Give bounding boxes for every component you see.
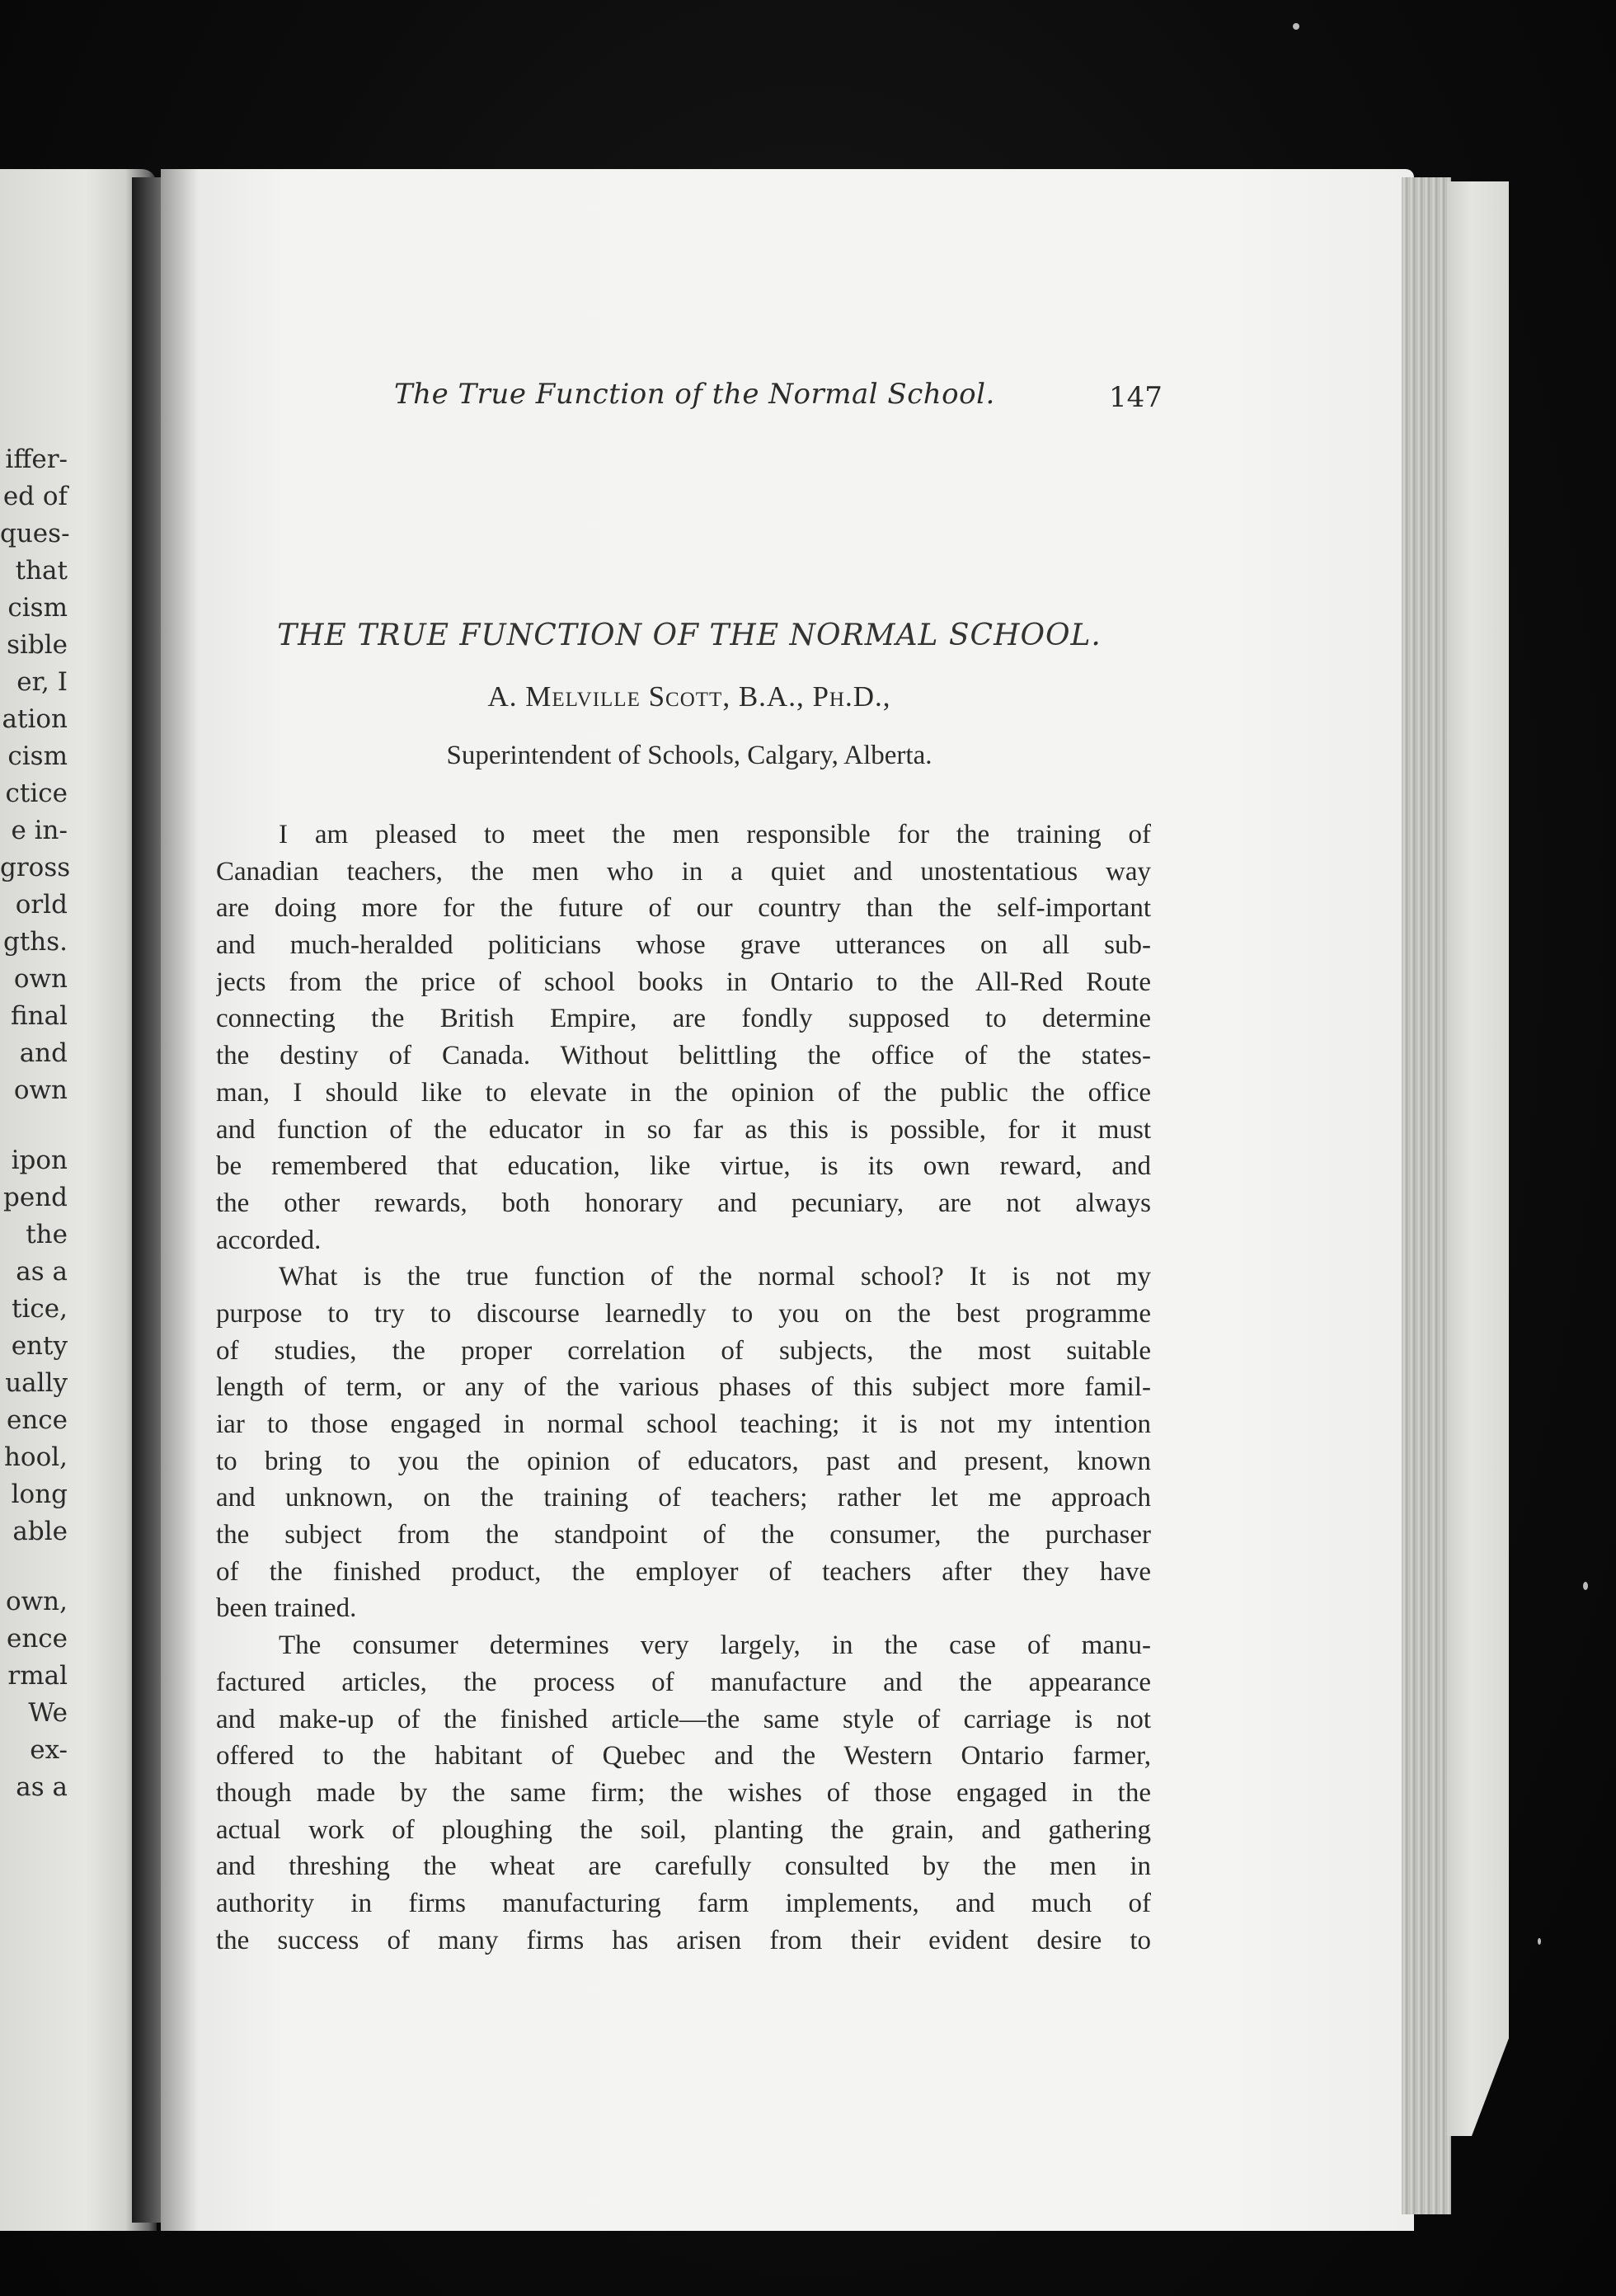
body-line: purpose to try to discourse learnedly to you on the best programme [216, 1298, 1151, 1329]
previous-page-line: ation [2, 704, 68, 734]
previous-page-line: cism [7, 741, 68, 771]
previous-page-line: e in- [11, 816, 68, 845]
body-line: be remembered that education, like virtue, is its own reward, and [216, 1151, 1151, 1182]
body-line: accorded. [216, 1225, 322, 1255]
previous-page-line: ence [6, 1624, 68, 1654]
body-line: of studies, the proper correlation of subjects, the most suitable [216, 1335, 1151, 1366]
body-line: and make-up of the finished article—the same style of carriage is not [216, 1704, 1151, 1734]
author-affiliation: Superintendent of Schools, Calgary, Alberta. [446, 741, 932, 770]
body-line: What is the true function of the normal school? It is not my [279, 1262, 1151, 1292]
body-line: to bring to you the opinion of educators, past and present, known [216, 1446, 1151, 1476]
previous-page-line: as a [16, 1772, 68, 1802]
previous-page-line: the [26, 1220, 68, 1249]
previous-page-line: ence [6, 1405, 68, 1435]
body-line: though made by the same firm; the wishes of those engaged in the [216, 1777, 1151, 1808]
body-text [216, 816, 1151, 1959]
running-head: The True Function of the Normal School. [394, 378, 995, 411]
body-line: length of term, or any of the various phases of this subject more famil- [216, 1372, 1151, 1403]
previous-page-line: iffer- [5, 445, 68, 474]
body-line: actual work of ploughing the soil, planting the grain, and gathering [216, 1814, 1151, 1845]
author-byline: A. Melville Scott, B.A., Ph.D., [487, 680, 891, 713]
previous-page-line: own [13, 1075, 68, 1105]
previous-page-line: rmal [7, 1661, 68, 1691]
body-line: iar to those engaged in normal school teaching; it is not my intention [216, 1409, 1151, 1439]
body-line: and threshing the wheat are carefully consulted by the men in [216, 1851, 1151, 1882]
previous-page-line: enty [11, 1331, 68, 1361]
body-line: authority in firms manufacturing farm implements, and much of [216, 1888, 1151, 1918]
page-edges [1402, 177, 1451, 2214]
previous-page-line: ctice [5, 779, 68, 808]
body-line: Canadian teachers, the men who in a quiet and unostentatious way [216, 856, 1151, 887]
body-line: I am pleased to meet the men responsible for the training of [279, 820, 1151, 849]
previous-page-line: as a [16, 1257, 68, 1287]
body-line: and unknown, on the training of teachers; rather let me approach [216, 1483, 1151, 1513]
previous-page-line: ipon [11, 1146, 68, 1175]
previous-page-line: sible [7, 630, 68, 660]
article-title: THE TRUE FUNCTION OF THE NORMAL SCHOOL. [277, 619, 1102, 652]
flyleaf [1447, 181, 1509, 2136]
previous-page-line: orld [15, 890, 68, 920]
body-line: the subject from the standpoint of the consumer, the purchaser [216, 1520, 1151, 1550]
body-line: offered to the habitant of Quebec and the Western Ontario farmer, [216, 1741, 1151, 1771]
dust-speck [1538, 1938, 1541, 1945]
body-line: and much-heralded politicians whose grave utterances on all sub- [216, 930, 1151, 961]
previous-page-line: ques- [0, 519, 70, 548]
body-line: The consumer determines very largely, in the case of manu- [279, 1630, 1151, 1661]
body-line: the destiny of Canada. Without belittling the office of the states- [216, 1041, 1151, 1071]
body-line: are doing more for the future of our country than the self-important [216, 893, 1151, 924]
previous-page-line: ex- [30, 1735, 68, 1765]
previous-page-line: ually [5, 1368, 68, 1398]
previous-page-line: pend [3, 1183, 68, 1212]
page-number: 147 [1109, 381, 1163, 414]
previous-page-line: hool, [3, 1442, 68, 1472]
body-line: the success of many firms has arisen from their evident desire to [216, 1925, 1151, 1955]
body-line: of the finished product, the employer of teachers after they have [216, 1556, 1151, 1587]
body-line: man, I should like to elevate in the opinion of the public the office [216, 1077, 1151, 1108]
body-line: connecting the British Empire, are fondly supposed to determine [216, 1004, 1151, 1034]
previous-page-line: ed of [2, 482, 68, 511]
previous-page-line: gths. [2, 927, 68, 957]
previous-page-line: We [28, 1698, 68, 1728]
body-line: the other rewards, both honorary and pecuniary, are not always [216, 1188, 1151, 1218]
dust-speck [1583, 1582, 1588, 1590]
previous-page-line: and [19, 1038, 68, 1068]
previous-page-line: own [13, 964, 68, 994]
body-line: jects from the price of school books in Ontario to the All-Red Route [216, 967, 1151, 997]
body-line: factured articles, the process of manufacture and the appearance [216, 1667, 1151, 1697]
dust-speck [1293, 23, 1299, 30]
body-line: and function of the educator in so far as this is possible, for it must [216, 1114, 1151, 1145]
body-line: been trained. [216, 1593, 357, 1624]
previous-page-line: long [11, 1480, 68, 1509]
previous-page-line: able [12, 1517, 68, 1546]
previous-page-line: own, [5, 1587, 68, 1616]
previous-page-line: tice, [12, 1294, 68, 1324]
previous-page-line: er, I [16, 667, 68, 697]
previous-page-line: final [10, 1001, 68, 1031]
previous-page-line: that [15, 556, 68, 586]
previous-page-line: gross [0, 853, 71, 882]
previous-page-line: cism [7, 593, 68, 623]
